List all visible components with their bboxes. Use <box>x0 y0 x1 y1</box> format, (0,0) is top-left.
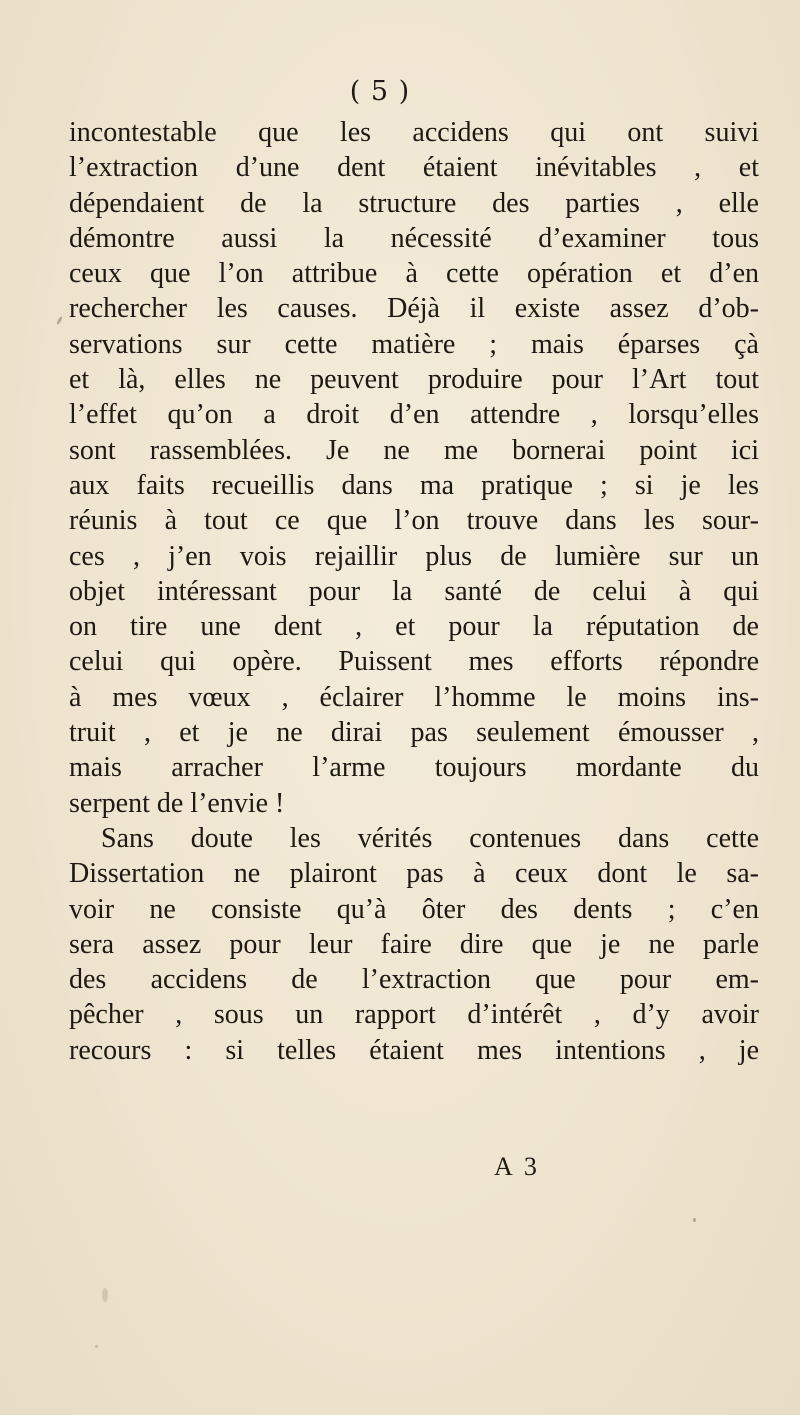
text-line: servations sur cette matière ; mais éparses çà <box>69 328 759 360</box>
text-line: sera assez pour leur faire dire que je ne parle <box>69 928 759 960</box>
text-line: serpent de l’envie ! <box>69 787 285 819</box>
text-line: l’extraction d’une dent étaient inévitables , et <box>69 152 759 184</box>
text-line: réunis à tout ce que l’on trouve dans les sour- <box>69 505 759 537</box>
text-line: dépendaient de la structure des parties , elle <box>69 187 759 219</box>
text-line: des accidens de l’extraction que pour em- <box>69 964 759 996</box>
paper-speck <box>95 1345 98 1348</box>
text-line: ceux que l’on attribue à cette opération et d’en <box>69 258 759 290</box>
text-line: sont rassemblées. Je ne me bornerai point ici <box>69 434 759 466</box>
text-line: Dissertation ne plairont pas à ceux dont le sa- <box>69 858 759 890</box>
signature-mark: A 3 <box>494 1152 540 1181</box>
text-line: démontre aussi la nécessité d’examiner tous <box>69 222 759 254</box>
paper-speck <box>102 1288 108 1302</box>
text-line: rechercher les causes. Déjà il existe assez d’ob- <box>69 293 759 325</box>
text-line: aux faits recueillis dans ma pratique ; si je les <box>69 469 759 501</box>
text-line: mais arracher l’arme toujours mordante du <box>69 752 759 784</box>
text-line: incontestable que les accidens qui ont suivi <box>69 117 759 148</box>
paper-speck <box>693 1218 696 1222</box>
text-line: recours : si telles étaient mes intentions , je <box>69 1034 759 1066</box>
paper-speck <box>56 316 63 325</box>
text-line: pêcher , sous un rapport d’intérêt , d’y avoir <box>69 999 759 1031</box>
text-line: voir ne consiste qu’à ôter des dents ; c’en <box>69 893 759 925</box>
text-line: Sans doute les vérités contenues dans cette <box>101 822 759 854</box>
text-line: truit , et je ne dirai pas seulement émousser , <box>69 717 759 749</box>
body-text <box>69 115 759 1068</box>
text-line: ces , j’en vois rejaillir plus de lumière sur un <box>69 540 759 572</box>
text-line: on tire une dent , et pour la réputation de <box>69 611 759 643</box>
text-line: et là, elles ne peuvent produire pour l’Art tout <box>69 364 759 396</box>
text-line: objet intéressant pour la santé de celui à qui <box>69 575 759 607</box>
text-line: celui qui opère. Puissent mes efforts répondre <box>69 646 759 678</box>
text-line: à mes vœux , éclairer l’homme le moins ins- <box>69 681 759 713</box>
page-number: ( 5 ) <box>349 76 411 107</box>
text-line: l’effet qu’on a droit d’en attendre , lorsqu’elles <box>69 399 759 431</box>
